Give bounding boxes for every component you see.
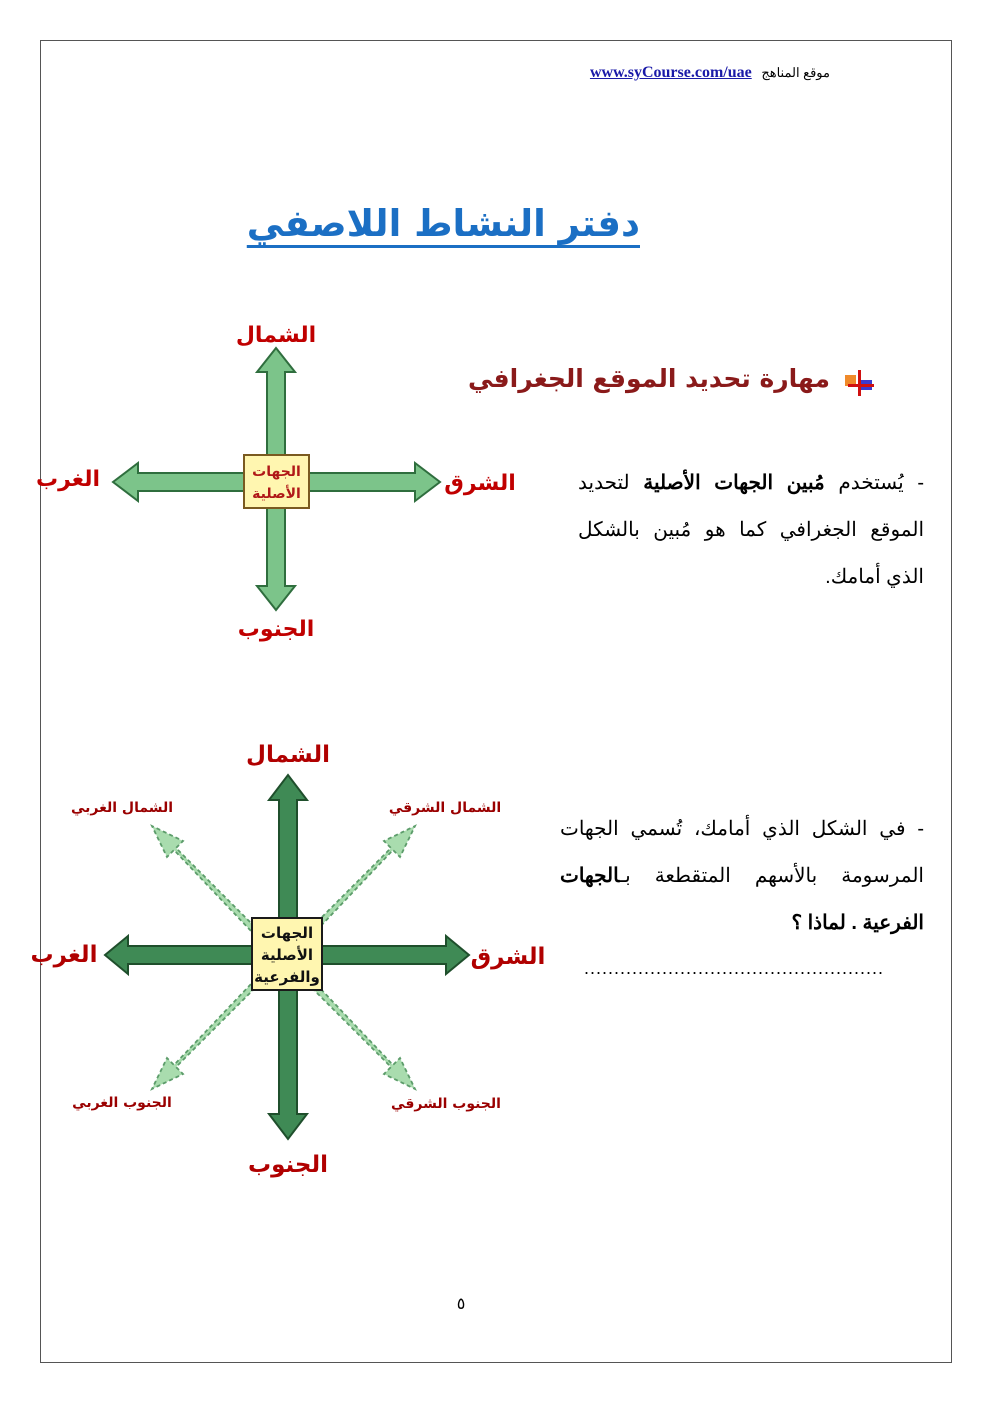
paragraph-2-part1: - في الشكل الذي أمامك، تُسمي الجهات المرسومة بالأسهم المتقطعة بـ	[560, 818, 924, 887]
paragraph-1-bold: مُبين الجهات الأصلية	[643, 472, 825, 494]
arrow-northeast	[312, 826, 415, 931]
label-south: الجنوب	[237, 617, 315, 642]
label-southeast: الجنوب الشرقي	[391, 1096, 501, 1112]
label-north: الشمال	[235, 323, 317, 348]
label-west: الغرب	[35, 467, 101, 492]
center-box-cardinal-line2: الأصلية	[252, 486, 301, 502]
arrow-south-2	[269, 990, 307, 1139]
label-northwest: الشمال الغربي	[70, 800, 174, 816]
label-east-2: الشرق	[470, 944, 546, 970]
arrow-north-2	[269, 775, 307, 918]
paragraph-1-part1: يُستخدم	[824, 472, 904, 494]
arrow-west-2	[105, 936, 252, 974]
arrow-southeast	[312, 984, 415, 1089]
label-west-2: الغرب	[30, 942, 98, 968]
paragraph-2-bold: الجهات الفرعية . لماذا ؟	[560, 865, 924, 934]
center-box-full-line2: الأصلية	[260, 946, 314, 964]
paragraph-1-dash: -	[903, 472, 925, 494]
arrow-southwest	[152, 984, 255, 1089]
paragraph-1-part2: لتحديد الموقع الجغرافي كما هو مُبين بالشكل الذي أمامك.	[578, 472, 924, 588]
center-box-full-line1: الجهات	[260, 924, 314, 942]
section-heading: مهارة تحديد الموقع الجغرافي	[467, 364, 830, 393]
answer-line[interactable]: ..................................................	[584, 958, 885, 978]
arrow-northwest	[152, 826, 255, 931]
page-title: دفتر النشاط اللاصفي	[246, 202, 640, 245]
site-label: موقع المناهج	[761, 65, 830, 80]
label-south-2: الجنوب	[247, 1152, 329, 1178]
arrow-east-2	[322, 936, 469, 974]
center-box-full-line3: والفرعية	[254, 968, 320, 986]
center-box-cardinal-line1: الجهات	[252, 464, 301, 480]
page-number: ٥	[456, 1294, 466, 1313]
label-northeast: الشمال الشرقي	[388, 800, 502, 816]
label-north-2: الشمال	[246, 742, 330, 768]
label-southwest: الجنوب الغربي	[72, 1095, 172, 1111]
label-east: الشرق	[444, 471, 516, 496]
site-link[interactable]: www.syCourse.com/uae	[589, 64, 752, 81]
